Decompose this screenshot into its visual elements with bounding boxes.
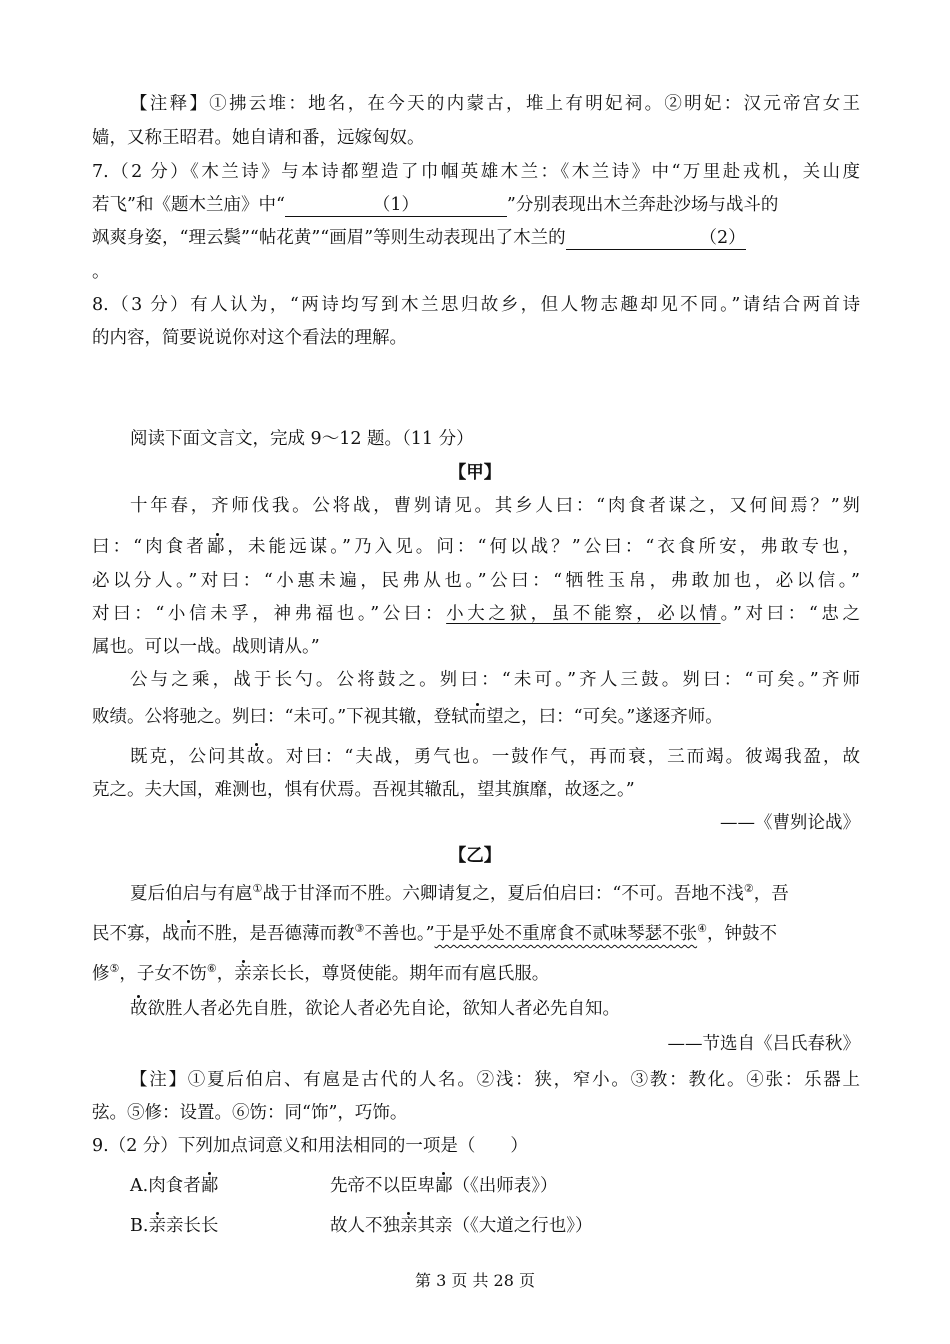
passage-text: 望之，曰：“可矣。”遂逐齐师。	[486, 707, 723, 727]
option-text: 亲长长	[165, 1216, 219, 1236]
option-a-comparison	[330, 1174, 558, 1198]
passage-text: ，子女不饬	[119, 963, 207, 984]
passage-text: 欲胜人者必先自胜，欲论人者必先自论，欲知人者必先自知。	[147, 999, 620, 1019]
passage-text: 民不寡，战	[92, 923, 180, 944]
option-text: 先帝不以臣卑	[330, 1176, 435, 1196]
question-text: 若飞”和《题木兰庙》中“	[92, 195, 285, 215]
passage-line	[92, 602, 860, 626]
question-8-line	[92, 326, 860, 350]
passage-line	[92, 957, 860, 986]
passage-text: ，未能远谋。”乃入见。问：“何以战？”公曰：“衣食所安，弗敢专也，	[227, 537, 861, 557]
passage-source	[92, 1032, 860, 1056]
question-8-line	[92, 293, 860, 317]
passage-line	[130, 668, 860, 692]
passage-line	[130, 745, 860, 769]
passage-text: 克之。夫大国，难测也，惧有伏焉。吾视其辙乱，望其旗靡，故逐之。”	[92, 780, 635, 800]
section-title-yi	[0, 844, 950, 868]
section-title-jia	[0, 461, 950, 485]
annotation-text: 弦。⑤修：设置。⑥饬：同“饰”，巧饰。	[92, 1103, 408, 1123]
passage-line	[92, 705, 860, 729]
question-text: 8.（3 分）有人认为，“两诗均写到木兰思归故乡，但人物志趣却见不同。”请结合两首诗	[92, 295, 860, 315]
answer-blank-1[interactable]	[285, 194, 507, 217]
question-7-line	[92, 160, 860, 184]
question-text: 的内容，简要说说你对这个看法的理解。	[92, 328, 407, 348]
reading-instruction	[130, 427, 860, 451]
passage-text: ，	[216, 963, 235, 984]
question-7-line	[92, 260, 860, 284]
annotation-line	[92, 1101, 860, 1125]
passage-source	[92, 811, 860, 835]
blank-label: （2）	[699, 228, 746, 248]
question-9-stem	[92, 1134, 860, 1158]
passage-text: 败绩。公将驰之。刿曰：“未可。”下视其辙，登轼	[92, 707, 469, 727]
passage-text: 曰：“肉食者	[92, 537, 207, 557]
passage-text: 对曰：“小信未孚，神弗福也。”公曰：	[92, 604, 447, 624]
passage-text: 战于甘泽而不胜。六卿请复之，夏后伯启曰：“不可。吾地不浅	[262, 883, 744, 904]
passage-line	[92, 917, 860, 946]
dotted-word: 亲	[400, 1216, 418, 1236]
page-number: 第 3 页 共 28 页	[415, 1271, 535, 1290]
passage-line	[92, 535, 860, 559]
footnote-marker: ③	[354, 922, 365, 935]
dotted-word: 而	[179, 923, 197, 944]
passage-line	[92, 569, 860, 593]
option-text: 其亲（《大道之行也》）	[417, 1216, 593, 1236]
option-a[interactable]	[130, 1174, 218, 1198]
dotted-word: 故	[130, 999, 148, 1019]
annotation-text: 【注释】①拂云堆：地名，在今天的内蒙古，堆上有明妃祠。②明妃：汉元帝宫女王	[130, 94, 860, 114]
answer-blank-2[interactable]	[566, 227, 746, 250]
option-text: （《出师表》）	[452, 1176, 558, 1196]
question-7-line	[92, 226, 860, 250]
underlined-sentence: 小大之狱，虽不能察，必以情	[446, 604, 721, 624]
annotation-text: 嫱，又称王昭君。她自请和番，远嫁匈奴。	[92, 128, 425, 148]
blank-label: （1）	[372, 195, 419, 215]
passage-text: 必以分人。”对曰：“小惠未遍，民弗从也。”公曰：“牺牲玉帛，弗敢加也，必以信。”	[92, 571, 860, 591]
question-7-line	[92, 193, 860, 217]
passage-text: 。”对曰：“忠之	[720, 604, 860, 624]
passage-text: 既克，公问其	[130, 747, 247, 767]
passage-text: ，吾	[753, 883, 789, 904]
footnote-marker: ⑤	[109, 962, 120, 975]
source-text: ——节选自《吕氏春秋》	[667, 1034, 860, 1054]
section-title-text: 【甲】	[448, 463, 502, 483]
question-text: 7.（2 分）《木兰诗》与本诗都塑造了巾帼英雄木兰：《木兰诗》中“万里赴戎机，关山度	[92, 162, 860, 182]
annotation-line	[130, 1068, 860, 1092]
passage-line	[92, 778, 860, 802]
page-footer	[0, 1268, 950, 1291]
dotted-word: 鄙	[435, 1176, 453, 1196]
passage-text: 不胜，是吾德薄而教	[197, 923, 355, 944]
source-text: ——《曹刿论战》	[720, 813, 860, 833]
passage-text: 公与之乘，战于长勺。公将鼓之。刿曰：“未可。”齐人三鼓。刿曰：“可矣。”齐师	[130, 670, 860, 690]
passage-line	[130, 877, 860, 906]
option-b-comparison	[330, 1214, 593, 1238]
option-text: B.	[130, 1216, 149, 1236]
option-text: A.肉食者	[130, 1176, 201, 1196]
question-text: ”分别表现出木兰奔赴沙场与战斗的	[506, 195, 779, 215]
dotted-word: 故	[246, 747, 267, 767]
passage-text: 夏后伯启与有扈	[130, 883, 253, 904]
dotted-word: 鄙	[200, 1176, 219, 1196]
annotation-line	[130, 92, 860, 116]
passage-line	[130, 494, 860, 518]
option-b[interactable]	[130, 1214, 218, 1238]
question-text: 飒爽身姿，“理云鬓”“帖花黄”“画眉”等则生动表现出了木兰的	[92, 228, 566, 248]
passage-line	[92, 635, 860, 659]
passage-text: 亲长长，尊贤使能。期年而有扈氏服。	[251, 963, 550, 984]
passage-text: 修	[92, 963, 110, 984]
footnote-marker: ②	[743, 882, 754, 895]
passage-text: 不善也。”	[364, 923, 435, 944]
passage-text: ，钟鼓不	[706, 923, 777, 944]
dotted-word: 亲	[234, 963, 252, 984]
annotation-text: 【注】①夏后伯启、有扈是古代的人名。②浅：狭，窄小。③教：教化。④张：乐器上	[130, 1070, 860, 1090]
footnote-marker: ⑥	[206, 962, 217, 975]
footnote-marker: ④	[697, 922, 707, 935]
instruction-text: 阅读下面文言文，完成 9～12 题。（11 分）	[130, 429, 474, 449]
question-text: 9.（2 分）下列加点词意义和用法相同的一项是（ ）	[92, 1136, 528, 1156]
footnote-marker: ①	[252, 882, 263, 895]
passage-text: 十年春，齐师伐我。公将战，曹刿请见。其乡人曰：“肉食者谋之，又何间焉？”刿	[130, 496, 860, 516]
passage-text: 属也。可以一战。战则请从。”	[92, 637, 320, 657]
dotted-word: 亲	[148, 1216, 166, 1236]
passage-line	[130, 997, 860, 1021]
passage-text: 。对曰：“夫战，勇气也。一鼓作气，再而衰，三而竭。彼竭我盈，故	[266, 747, 861, 767]
dotted-word: 鄙	[206, 537, 228, 557]
annotation-line	[92, 126, 860, 150]
wavy-underlined-sentence: 于是乎处不重席食不贰味琴瑟不张	[434, 923, 698, 944]
dotted-word: 而	[468, 707, 487, 727]
option-text: 故人不独	[330, 1216, 400, 1236]
section-title-text: 【乙】	[448, 846, 502, 866]
question-text: 。	[92, 262, 110, 282]
